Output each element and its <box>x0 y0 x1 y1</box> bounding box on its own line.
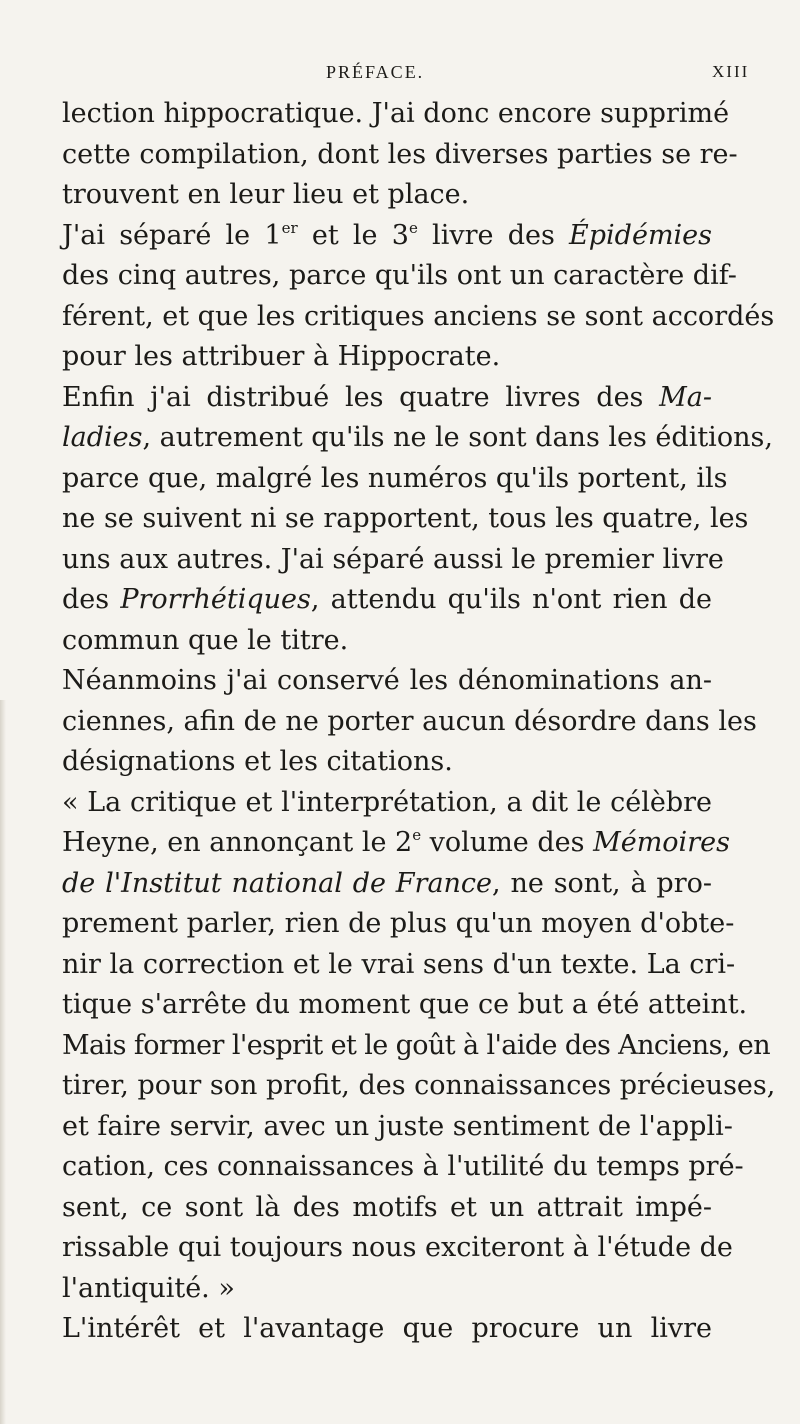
text-line: commun que le titre. <box>62 624 349 656</box>
italic-title: Prorrhétiques <box>120 584 311 615</box>
text-line: lection hippocratique. J'ai donc encore supprimé <box>62 98 730 129</box>
text-line: trouvent en leur lieu et place. <box>62 179 470 210</box>
page-edge-shadow <box>0 700 6 1424</box>
text-line: Néanmoins j'ai conservé les dénominations an- <box>62 665 712 696</box>
italic-title: Ma- <box>659 381 712 413</box>
text-line: « La critique et l'interprétation, a dit le célèbre <box>62 786 712 818</box>
text-line <box>62 418 773 459</box>
text-span: des <box>62 584 121 615</box>
text-line: l'antiquité. » <box>62 1272 235 1304</box>
text-line: nir la correction et le vrai sens d'un texte. La cri- <box>62 948 736 980</box>
text-line: sent, ce sont là des motifs et un attrait impé- <box>62 1191 712 1223</box>
superscript: e <box>408 218 418 237</box>
text-line: et faire servir, avec un juste sentiment de l'appli- <box>62 1110 733 1142</box>
italic-title: de l'Institut national de France <box>62 867 493 899</box>
text-line: cation, ces connaissances à l'utilité du temps pré- <box>62 1151 744 1182</box>
text-span: J'ai séparé le 1 <box>62 219 282 251</box>
text-line <box>62 823 730 864</box>
text-line: pour les attribuer à Hippocrate. <box>62 341 501 372</box>
text-span: , autrement qu'ils ne le sont dans les éditions, <box>142 422 773 453</box>
running-title: PRÉFACE. <box>326 62 425 82</box>
italic-title: Mémoires <box>593 827 730 858</box>
text-line: prement parler, rien de plus qu'un moyen d'obte- <box>62 908 735 939</box>
text-line: des cinq autres, parce qu'ils ont un caractère dif- <box>62 260 737 291</box>
text-span: livre des <box>417 219 570 251</box>
page-header <box>0 58 800 90</box>
superscript: e <box>412 826 422 844</box>
text-span: , attendu qu'ils n'ont rien de <box>310 584 712 615</box>
body-text <box>62 94 776 1350</box>
text-span: Heyne, en annonçant le 2 <box>62 827 413 858</box>
text-line: parce que, malgré les numéros qu'ils portent, ils <box>62 462 728 494</box>
text-line <box>62 580 712 621</box>
text-line: tirer, pour son profit, des connaissances précieuses, <box>62 1070 776 1101</box>
text-line <box>62 864 712 905</box>
text-line: désignations et les citations. <box>62 746 453 777</box>
italic-title: ladies <box>62 422 143 453</box>
text-line: cette compilation, dont les diverses parties se re- <box>62 138 738 170</box>
superscript: er <box>281 218 298 237</box>
text-span: volume des <box>421 827 594 858</box>
text-line: tique s'arrête du moment que ce but a été atteint. <box>62 989 748 1020</box>
text-line <box>62 378 712 419</box>
italic-title: Épidémies <box>569 219 713 251</box>
text-line: uns aux autres. J'ai séparé aussi le premier livre <box>62 543 724 575</box>
page-number: XIII <box>712 62 750 81</box>
text-line <box>62 216 712 257</box>
text-line: L'intérêt et l'avantage que procure un livre <box>62 1313 712 1344</box>
text-line: ne se suivent ni se rapportent, tous les quatre, les <box>62 503 749 534</box>
text-span: , ne sont, à pro- <box>492 867 712 899</box>
text-span: et le 3 <box>297 219 409 251</box>
text-line: férent, et que les critiques anciens se sont accordés <box>62 300 775 332</box>
text-span: Enfin j'ai distribué les quatre livres des <box>62 381 660 413</box>
text-line: ciennes, afin de ne porter aucun désordre dans les <box>62 705 757 737</box>
text-line: rissable qui toujours nous exciteront à l'étude de <box>62 1232 733 1263</box>
text-line: Mais former l'esprit et le goût à l'aide des Anciens, en <box>62 1029 770 1061</box>
